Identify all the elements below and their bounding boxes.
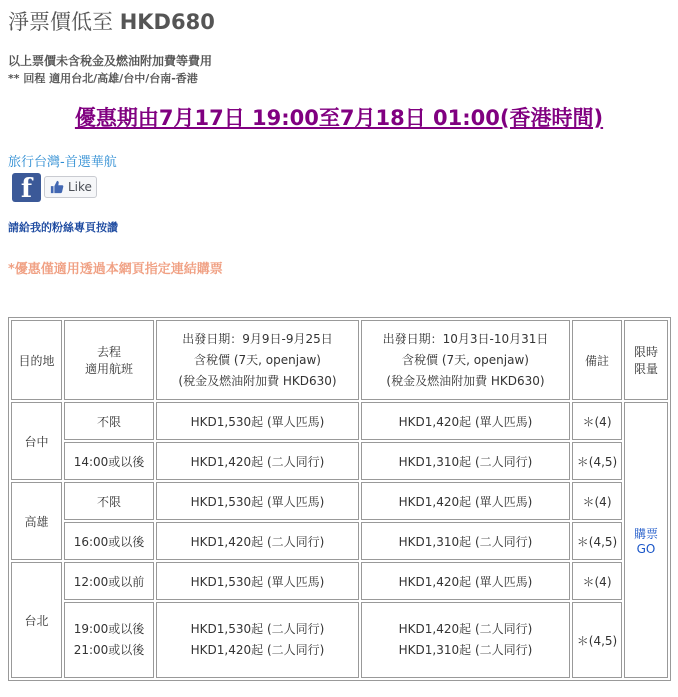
header-outbound [64,320,154,400]
remark-cell: ＊(4) [572,402,622,440]
header-outbound-line1: 去程 [96,345,121,359]
table-row [11,602,668,678]
remark-cell: ＊(4,5) [572,522,622,560]
header-period-1-dates: 出發日期：9月9日-9月25日 [182,331,333,346]
tax-note: 以上票價未含稅金及燃油附加費等費用 [8,54,213,68]
promo-period: 優惠期由7月17日 19:00至7月18日 01:00(香港時間) [74,106,604,130]
price-period-2: HKD1,310起 (二人同行) [361,522,570,560]
flight-cell: 不限 [64,402,154,440]
price-line: HKD1,310起 (二人同行) [398,643,533,657]
header-remarks: 備註 [572,320,622,400]
header-outbound-line2: 適用航班 [84,362,133,376]
header-period-2 [361,320,570,400]
table-row [11,562,668,600]
price-period-1: HKD1,420起 (二人同行) [156,522,359,560]
price-period-2: HKD1,420起 (單人匹馬) [361,402,570,440]
price-line: HKD1,530起 (二人同行) [190,622,325,636]
travel-link[interactable]: 旅行台灣-首選華航 [8,155,117,170]
title-prefix: 淨票價低至 [8,10,113,34]
facebook-icon[interactable]: f [12,173,41,202]
header-period-1-tax: (稅金及燃油附加費 HKD630) [178,373,337,388]
price-period-2: HKD1,420起 (單人匹馬) [361,482,570,520]
header-period-2-tax: (稅金及燃油附加費 HKD630) [386,373,545,388]
flight-line: 19:00或以後 [73,622,145,636]
like-button[interactable] [44,176,97,198]
fans-page-link[interactable]: 請給我的粉絲專頁按讚 [8,221,118,234]
header-period-1 [156,320,359,400]
remark-cell: ＊(4,5) [572,602,622,678]
table-row [11,482,668,520]
price-period-1 [156,602,359,678]
destination-taichung: 台中 [11,402,62,480]
like-label: Like [68,180,92,194]
flight-cell: 12:00或以前 [64,562,154,600]
header-destination: 目的地 [11,320,62,400]
flight-cell: 14:00或以後 [64,442,154,480]
header-period-2-dates: 出發日期：10月3日-10月31日 [382,331,549,346]
price-period-1: HKD1,530起 (單人匹馬) [156,402,359,440]
price-period-2: HKD1,420起 (單人匹馬) [361,562,570,600]
price-period-1: HKD1,530起 (單人匹馬) [156,562,359,600]
header-limit-line1: 限時 [633,345,658,359]
price-line: HKD1,420起 (二人同行) [398,622,533,636]
destination-taipei: 台北 [11,562,62,678]
page-title [8,6,215,36]
remark-cell: ＊(4) [572,482,622,520]
thumbs-up-icon [50,180,64,194]
flight-cell: 16:00或以後 [64,522,154,560]
header-row [11,320,668,400]
remark-cell: ＊(4,5) [572,442,622,480]
destination-kaohsiung: 高雄 [11,482,62,560]
price-period-1: HKD1,530起 (單人匹馬) [156,482,359,520]
header-limit [624,320,668,400]
fares-table [8,317,671,681]
title-price: HKD680 [119,10,215,34]
table-row [11,522,668,560]
price-period-1: HKD1,420起 (二人同行) [156,442,359,480]
table-row [11,442,668,480]
flight-cell: 不限 [64,482,154,520]
flight-cell [64,602,154,678]
price-line: HKD1,420起 (二人同行) [190,643,325,657]
header-limit-line2: 限量 [633,362,658,376]
route-note: ** 回程 適用台北/高雄/台中/台南-香港 [8,72,198,85]
price-period-2 [361,602,570,678]
header-period-2-price: 含稅價 (7天, openjaw) [402,352,529,367]
table-row [11,402,668,440]
buy-button[interactable]: 購票GO [624,402,668,678]
remark-cell: ＊(4) [572,562,622,600]
header-period-1-price: 含稅價 (7天, openjaw) [194,352,321,367]
booking-notice: *優惠僅適用透過本網頁指定連結購票 [8,262,223,277]
price-period-2: HKD1,310起 (二人同行) [361,442,570,480]
flight-line: 21:00或以後 [73,643,145,657]
